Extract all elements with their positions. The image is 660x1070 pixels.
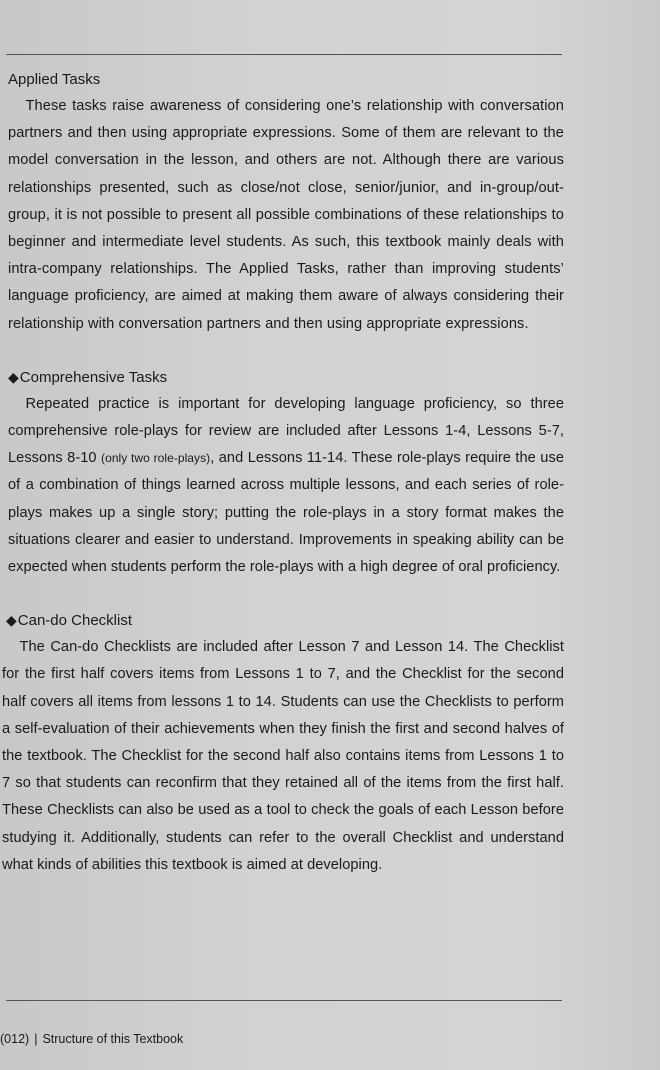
comprehensive-text-part-1: Repeated practice is important for developing language proficiency, so three comprehensive role-plays for review are included after Lessons 1-4, Lessons 5-7, Lessons 8-10 <box>8 395 564 467</box>
running-title: Structure of this Textbook <box>42 1032 184 1046</box>
page-number: (012) <box>0 1032 30 1046</box>
comprehensive-tasks-heading-line <box>8 364 564 391</box>
bottom-divider <box>6 1000 562 1001</box>
page-content <box>2 60 564 879</box>
applied-tasks-heading: Applied Tasks <box>8 71 101 88</box>
top-divider <box>6 54 562 55</box>
diamond-bullet-icon: ◆ <box>8 368 19 385</box>
applied-tasks-section <box>8 66 564 338</box>
can-do-checklist-section <box>2 607 564 879</box>
comprehensive-text-part-2: , and Lessons 11-14. These role-plays require the use of a combination of things learned across multiple lessons, and each series of role-plays makes up a single story; putting the role-plays in a story format makes the situations clearer and easier to understand. Improvements in speaking ability can be expected when students perform the role-plays with a high degree of oral proficiency. <box>8 450 564 576</box>
can-do-checklist-heading: Can-do Checklist <box>17 612 132 630</box>
comprehensive-tasks-heading: Comprehensive Tasks <box>19 368 168 386</box>
applied-tasks-paragraph: These tasks raise awareness of considering one’s relationship with conversation partners and then using appropriate expressions. Some of them are relevant to the model conversation in the lesson, and others are not. Although there are various relationships presented, such as close/not close, senior/junior, and in-group/out-group, it is not possible to present all possible combinations of these relationships to beginner and intermediate level students. As such, this textbook mainly deals with intra-company relationships. The Applied Tasks, rather than improving students’ language proficiency, are aimed at making them aware of always considering their relationship with conversation partners and then using appropriate expressions. <box>8 98 564 332</box>
comprehensive-text-note: (only two role-plays) <box>101 451 211 466</box>
diamond-bullet-icon: ◆ <box>6 612 17 629</box>
footer-separator: | <box>34 1032 38 1046</box>
comprehensive-tasks-section <box>8 364 564 581</box>
page-footer <box>0 1032 183 1046</box>
can-do-checklist-paragraph: The Can-do Checklists are included after Lesson 7 and Lesson 14. The Checklist for the first half covers items from Lessons 1 to 7, and the Checklist for the second half covers all items from lessons 1 to 14. Students can use the Checklists to perform a self-evaluation of their achievements when they finish the first and second halves of the textbook. The Checklist for the second half also contains items from Lessons 1 to 7 so that students can reconfirm that they retained all of the items from the first half. These Checklists can also be used as a tool to check the goals of each Lesson before studying it. Additionally, students can refer to the overall Checklist and understand what kinds of abilities this textbook is aimed at developing. <box>2 639 564 873</box>
can-do-checklist-heading-line <box>6 607 564 634</box>
comprehensive-tasks-paragraph <box>8 391 564 581</box>
